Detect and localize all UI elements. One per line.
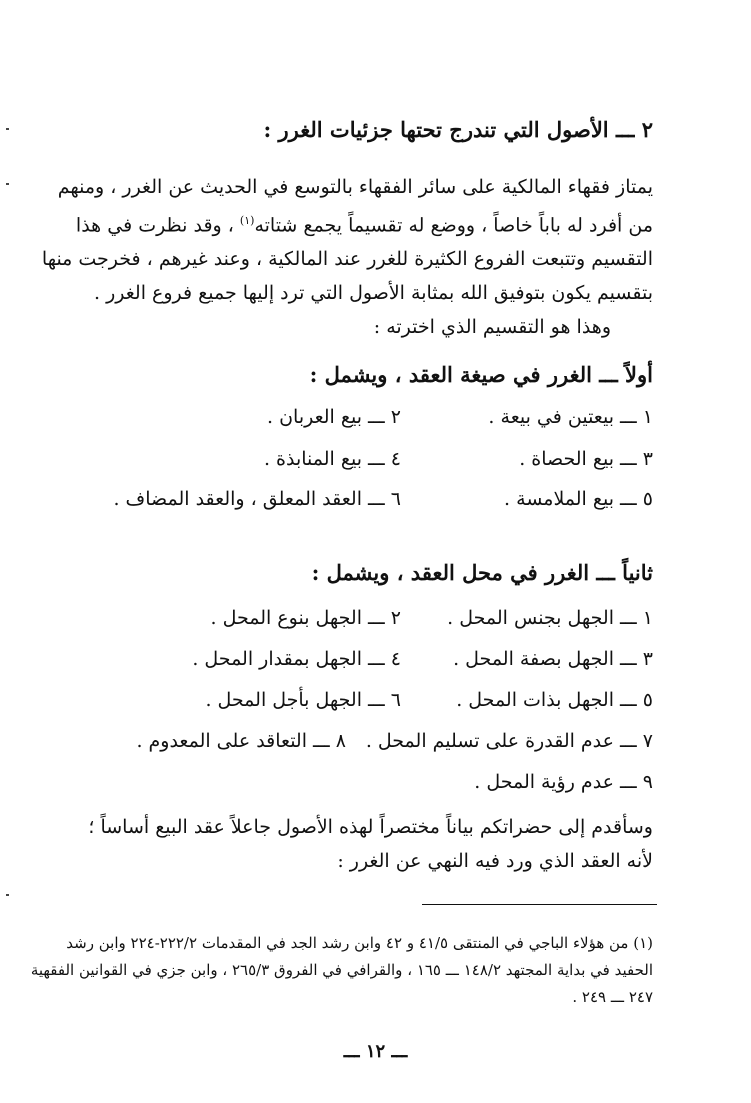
list-item: ٥ ـــ بيع الملامسة . <box>504 488 653 510</box>
page-number: ـــ ١٢ ـــ <box>343 1041 408 1062</box>
footnote-line: ٢٤٧ ـــ ٢٤٩ . <box>572 988 653 1006</box>
list-item: ٥ ـــ الجهل بذات المحل . <box>456 689 653 711</box>
subheading-first: أولاً ـــ الغرر في صيغة العقد ، ويشمل : <box>309 362 653 387</box>
footnote <box>30 930 653 1011</box>
text-line: لأنه العقد الذي ورد فيه النهي عن الغرر : <box>337 850 653 872</box>
lead-sentence: وهذا هو التقسيم الذي اخترته : <box>373 316 611 338</box>
closing-paragraph <box>73 810 653 878</box>
list-item: ٨ ـــ التعاقد على المعدوم . <box>136 730 346 752</box>
scan-mark <box>6 894 9 896</box>
list-item: ٣ ـــ الجهل بصفة المحل . <box>453 648 653 670</box>
text-line: وسأقدم إلى حضراتكم بياناً مختصراً لهذه الأصول جاعلاً عقد البيع أساساً ؛ <box>88 816 653 838</box>
list-item: ٤ ـــ بيع المنابذة . <box>263 448 401 470</box>
scan-mark <box>6 183 9 185</box>
list-item: ٢ ـــ بيع العربان . <box>267 406 401 428</box>
list-item: ١ ـــ بيعتين في بيعة . <box>488 406 653 428</box>
list-item: ٦ ـــ الجهل بأجل المحل . <box>205 689 401 711</box>
list-item: ٦ ـــ العقد المعلق ، والعقد المضاف . <box>113 488 401 510</box>
intro-paragraph <box>41 170 653 310</box>
text-line <box>75 204 653 242</box>
subheading-second: ثانياً ـــ الغرر في محل العقد ، ويشمل : <box>311 560 653 585</box>
footnote-line: الحفيد في بداية المجتهد ١٤٨/٢ ـــ ١٦٥ ، والقرافي في الفروق ٢٦٥/٣ ، وابن جزي في القوانين الفقهية <box>30 961 653 979</box>
text-line: يمتاز فقهاء المالكية على سائر الفقهاء بالتوسع في الحديث عن الغرر ، ومنهم <box>57 176 653 198</box>
list-item: ٢ ـــ الجهل بنوع المحل . <box>210 607 401 629</box>
text-line: بتقسيم يكون بتوفيق الله بمثابة الأصول التي ترد إليها جميع فروع الغرر . <box>94 282 653 305</box>
list-item: ٧ ـــ عدم القدرة على تسليم المحل . <box>365 730 653 752</box>
footnote-separator <box>422 904 657 905</box>
text-fragment: ، وقد نظرت في هذا <box>75 214 240 237</box>
section-heading: ٢ ـــ الأصول التي تندرج تحتها جزئيات الغرر : <box>263 117 653 142</box>
footnote-reference: (١) <box>239 214 255 227</box>
scan-mark <box>6 128 9 130</box>
footnote-line: (١) من هؤلاء الباجي في المنتقى ٤١/٥ و ٤٢ وابن رشد الجد في المقدمات ٢٢٢/٢-٢٢٤ وابن رشد <box>66 934 653 952</box>
list-item: ٩ ـــ عدم رؤية المحل . <box>474 771 653 793</box>
text-fragment: من أفرد له باباً خاصاً ، ووضع له تقسيماً يجمع شتاته <box>254 214 653 237</box>
list-item: ٤ ـــ الجهل بمقدار المحل . <box>192 648 401 670</box>
list-item: ١ ـــ الجهل بجنس المحل . <box>447 607 653 629</box>
list-item: ٣ ـــ بيع الحصاة . <box>519 448 653 470</box>
text-line: التقسيم وتتبعت الفروع الكثيرة للغرر عند المالكية ، وعند غيرهم ، فخرجت منها <box>41 248 653 271</box>
